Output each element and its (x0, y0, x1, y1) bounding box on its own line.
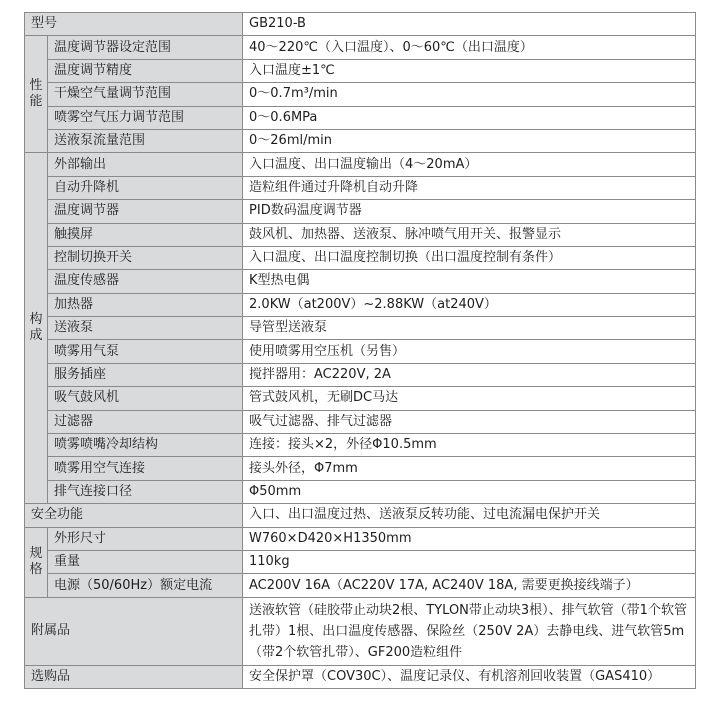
row-value: PID数码温度调节器 (243, 200, 696, 223)
table-row (25, 293, 696, 316)
row-label: 重量 (48, 550, 243, 573)
table-row (25, 527, 696, 550)
row-value: 0～0.6MPa (243, 106, 696, 129)
row-label: 加热器 (48, 293, 243, 316)
model-value: GB210-B (243, 13, 696, 36)
options-label: 选购品 (25, 665, 243, 688)
table-row (25, 457, 696, 480)
table-row (25, 387, 696, 410)
row-value: 管式鼓风机，无刷DC马达 (243, 387, 696, 410)
row-value: AC200V 16A（AC220V 17A, AC240V 18A, 需要更换接线端子） (243, 574, 696, 597)
row-value: 40～220℃（入口温度）、0～60℃（出口温度） (243, 36, 696, 59)
row-label: 喷雾空气压力调节范围 (48, 106, 243, 129)
row-value: 入口温度、出口温度控制切换（出口温度控制有条件） (243, 246, 696, 269)
safety-label: 安全功能 (25, 504, 243, 527)
table-row (25, 223, 696, 246)
table-row (25, 153, 696, 176)
row-label: 外部输出 (48, 153, 243, 176)
row-label: 控制切换开关 (48, 246, 243, 269)
row-value: 接头外径，Φ7mm (243, 457, 696, 480)
row-value: 搅拌器用：AC220V, 2A (243, 363, 696, 386)
table-row (25, 340, 696, 363)
row-value: 连接：接头×2，外径Φ10.5mm (243, 434, 696, 457)
table-row (25, 59, 696, 82)
table-row (25, 83, 696, 106)
row-label: 服务插座 (48, 363, 243, 386)
table-row (25, 200, 696, 223)
table-row (25, 480, 696, 503)
group-char: 构 (29, 312, 43, 328)
group-char: 格 (29, 562, 43, 578)
row-label: 喷雾用气泵 (48, 340, 243, 363)
group-char: 规 (29, 546, 43, 562)
row-label: 干燥空气量调节范围 (48, 83, 243, 106)
row-label: 触摸屏 (48, 223, 243, 246)
safety-row (25, 504, 696, 527)
safety-value: 入口、出口温度过热、送液泵反转功能、过电流漏电保护开关 (243, 504, 696, 527)
table-row (25, 270, 696, 293)
table-row (25, 574, 696, 597)
row-value: 使用喷雾用空压机（另售） (243, 340, 696, 363)
group-specs (25, 527, 48, 597)
table-row (25, 550, 696, 573)
row-label: 温度调节器 (48, 200, 243, 223)
model-row (25, 13, 696, 36)
row-label: 喷雾用空气连接 (48, 457, 243, 480)
row-label: 喷雾喷嘴冷却结构 (48, 434, 243, 457)
accessories-value: 送液软管（硅胶带止动块2根、TYLON带止动块3根）、排气软管（带1个软管扎带）1根、出口温度传感器、保险丝（250V 2A）去静电线、进气软管5m（带2个软管扎带）、GF200造粒组件 (243, 597, 696, 665)
table-row (25, 363, 696, 386)
row-label: 温度调节精度 (48, 59, 243, 82)
row-value: K型热电偶 (243, 270, 696, 293)
table-row (25, 434, 696, 457)
group-composition (25, 153, 48, 504)
group-char: 成 (29, 328, 43, 344)
row-value: 110kg (243, 550, 696, 573)
model-label: 型号 (25, 13, 243, 36)
row-label: 温度传感器 (48, 270, 243, 293)
row-value: 鼓风机、加热器、送液泵、脉冲喷气用开关、报警显示 (243, 223, 696, 246)
row-label: 吸气鼓风机 (48, 387, 243, 410)
options-row (25, 665, 696, 688)
row-label: 送液泵流量范围 (48, 129, 243, 152)
row-label: 外形尺寸 (48, 527, 243, 550)
group-char: 性 (29, 78, 43, 94)
table-row (25, 317, 696, 340)
table-row (25, 176, 696, 199)
spec-table (24, 12, 696, 689)
row-value: 2.0KW（at200V）~2.88KW（at240V） (243, 293, 696, 316)
accessories-row (25, 597, 696, 665)
options-value: 安全保护罩（COV30C）、温度记录仪、有机溶剂回收装置（GAS410） (243, 665, 696, 688)
table-row (25, 129, 696, 152)
group-char: 能 (29, 94, 43, 110)
row-value: 入口温度±1℃ (243, 59, 696, 82)
table-row (25, 36, 696, 59)
row-value: 入口温度、出口温度输出（4～20mA） (243, 153, 696, 176)
row-label: 温度调节器设定范围 (48, 36, 243, 59)
row-value: 导管型送液泵 (243, 317, 696, 340)
row-value: W760×D420×H1350mm (243, 527, 696, 550)
row-value: 吸气过滤器、排气过滤器 (243, 410, 696, 433)
group-performance (25, 36, 48, 153)
row-label: 排气连接口径 (48, 480, 243, 503)
row-label: 送液泵 (48, 317, 243, 340)
table-row (25, 246, 696, 269)
row-value: Φ50mm (243, 480, 696, 503)
table-row (25, 410, 696, 433)
row-label: 电源（50/60Hz）额定电流 (48, 574, 243, 597)
row-value: 0～26ml/min (243, 129, 696, 152)
row-label: 过滤器 (48, 410, 243, 433)
row-value: 造粒组件通过升降机自动升降 (243, 176, 696, 199)
row-value: 0～0.7m³/min (243, 83, 696, 106)
table-row (25, 106, 696, 129)
accessories-label: 附属品 (25, 597, 243, 665)
row-label: 自动升降机 (48, 176, 243, 199)
